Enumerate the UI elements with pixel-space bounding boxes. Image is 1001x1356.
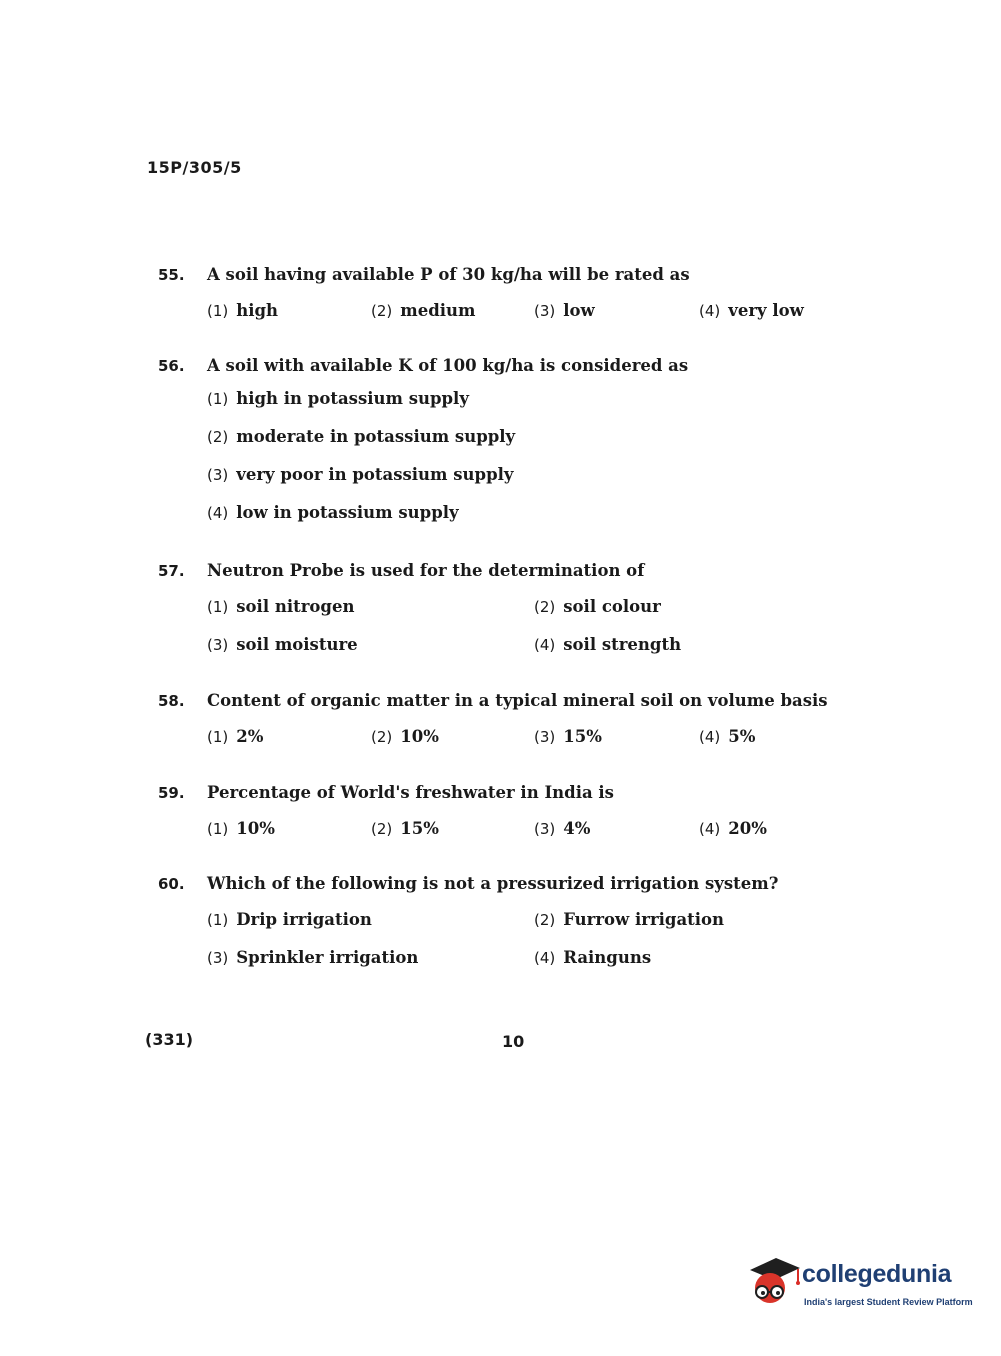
question-56 — [158, 356, 818, 532]
question-text: Which of the following is not a pressurized irrigation system? — [207, 874, 779, 893]
options-row — [207, 898, 818, 936]
options-list — [207, 380, 818, 532]
question-60 — [158, 874, 818, 974]
option-3: (3) Sprinkler irrigation — [207, 948, 419, 967]
option-1: (1) soil nitrogen — [207, 597, 355, 616]
option-1: (1) 10% — [207, 819, 275, 838]
option-2: (2) soil colour — [534, 597, 661, 616]
question-text: Content of organic matter in a typical mineral soil on volume basis — [207, 691, 828, 710]
option-4: (4) 20% — [699, 819, 767, 838]
question-text: A soil with available K of 100 kg/ha is considered as — [207, 356, 689, 375]
logo-wordmark: collegedunia — [802, 1260, 952, 1288]
option-4: (4) very low — [699, 301, 804, 320]
options-row — [207, 936, 818, 974]
question-number: 60. — [158, 875, 185, 893]
option-2: (2) 10% — [371, 727, 439, 746]
question-55 — [158, 265, 818, 327]
collegedunia-logo — [742, 1250, 972, 1320]
option-2: (2) moderate in potassium supply — [207, 427, 516, 446]
option-3: (3) 15% — [534, 727, 602, 746]
option-1: (1) high — [207, 301, 279, 320]
options-row — [207, 289, 818, 327]
option-4: (4) 5% — [699, 727, 756, 746]
mascot-icon — [742, 1250, 802, 1310]
options-row — [207, 715, 818, 753]
question-text: A soil having available P of 30 kg/ha will be rated as — [207, 265, 690, 284]
option-3: (3) soil moisture — [207, 635, 358, 654]
option-4: (4) low in potassium supply — [207, 503, 459, 522]
question-text: Percentage of World's freshwater in India is — [207, 783, 614, 802]
options-row — [207, 623, 818, 661]
option-3: (3) very poor in potassium supply — [207, 465, 514, 484]
question-text: Neutron Probe is used for the determination of — [207, 561, 645, 580]
option-2: (2) Furrow irrigation — [534, 910, 725, 929]
question-58 — [158, 691, 828, 753]
option-4: (4) soil strength — [534, 635, 682, 654]
page-number: 10 — [502, 1032, 525, 1051]
option-3: (3) low — [534, 301, 595, 320]
question-57 — [158, 561, 818, 661]
paper-code: 15P/305/5 — [147, 158, 242, 177]
option-1: (1) 2% — [207, 727, 264, 746]
option-2: (2) 15% — [371, 819, 439, 838]
option-1: (1) Drip irrigation — [207, 910, 372, 929]
question-number: 56. — [158, 357, 185, 375]
options-row — [207, 807, 818, 845]
option-4: (4) Rainguns — [534, 948, 652, 967]
footer-code: (331) — [145, 1030, 194, 1049]
question-number: 58. — [158, 692, 185, 710]
logo-tagline: India's largest Student Review Platform — [804, 1297, 973, 1307]
question-number: 59. — [158, 784, 185, 802]
option-3: (3) 4% — [534, 819, 591, 838]
option-1: (1) high in potassium supply — [207, 389, 469, 408]
options-row — [207, 585, 818, 623]
option-2: (2) medium — [371, 301, 476, 320]
question-59 — [158, 783, 818, 845]
question-number: 57. — [158, 562, 185, 580]
question-number: 55. — [158, 266, 185, 284]
